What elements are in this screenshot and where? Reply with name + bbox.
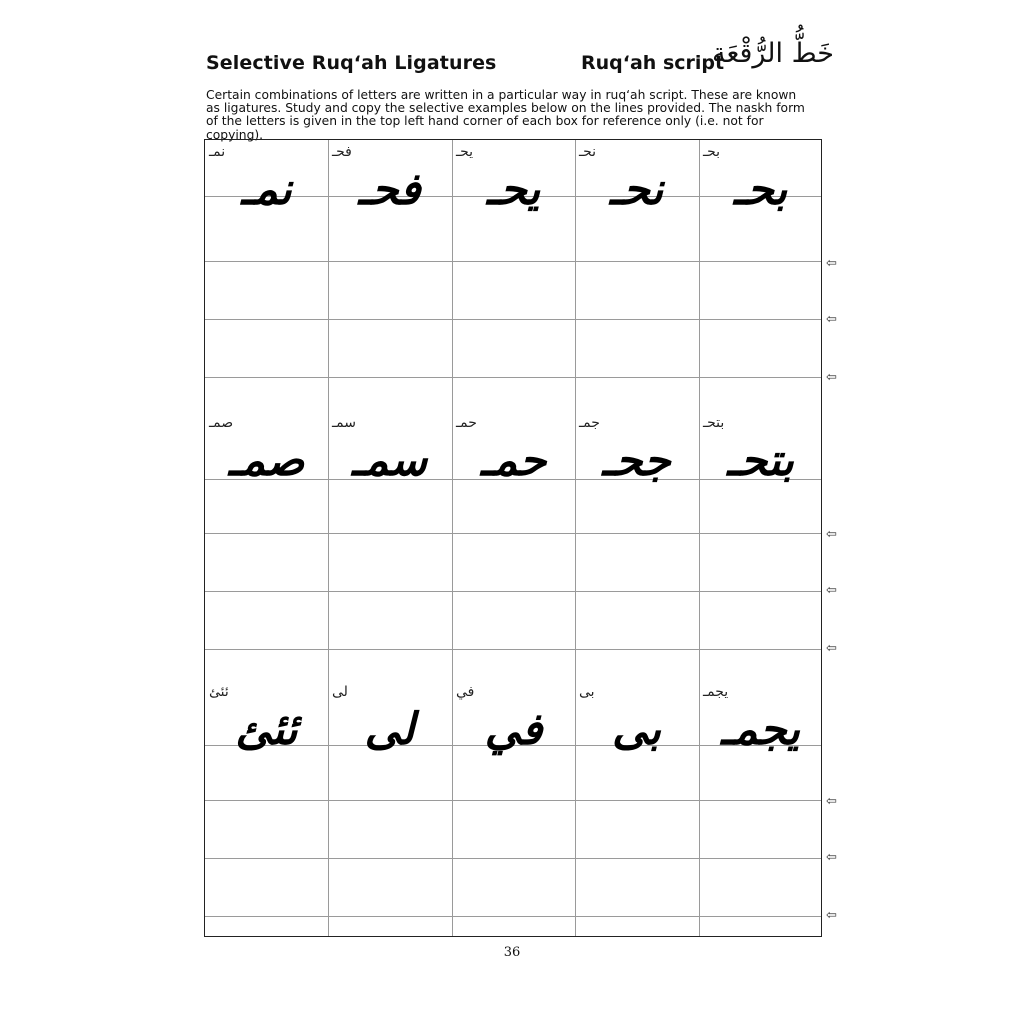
- ligature-box: [699, 411, 822, 521]
- practice-sheet: [204, 139, 822, 937]
- left-arrow-icon: ⇦: [826, 850, 837, 865]
- naskh-reference: فحـ: [332, 144, 352, 160]
- ligature-box: [328, 680, 451, 790]
- naskh-reference: في: [456, 684, 475, 700]
- column-divider: [699, 140, 700, 936]
- left-arrow-icon: ⇦: [826, 370, 837, 385]
- ligature-box: [328, 140, 451, 250]
- naskh-reference: بتحـ: [703, 415, 725, 431]
- ruqah-ligature: يجمـ: [721, 704, 800, 755]
- naskh-reference: سمـ: [332, 415, 356, 431]
- naskh-reference: يجمـ: [703, 684, 729, 700]
- left-arrow-icon: ⇦: [826, 641, 837, 656]
- column-divider: [575, 140, 576, 936]
- ruqah-ligature: سمـ: [351, 435, 428, 486]
- ruqah-ligature: جحـ: [602, 435, 671, 486]
- naskh-reference: صمـ: [209, 415, 234, 431]
- ruqah-ligature: ئئئ: [235, 704, 298, 755]
- ligature-box: [205, 140, 328, 250]
- ruling-line: [205, 591, 821, 592]
- left-arrow-icon: ⇦: [826, 256, 837, 271]
- naskh-reference: حمـ: [456, 415, 477, 431]
- ruling-line: [205, 916, 821, 917]
- left-arrow-icon: ⇦: [826, 312, 837, 327]
- ruling-line: [205, 261, 821, 262]
- page-number: 36: [503, 945, 521, 960]
- ruqah-ligature: بتحـ: [727, 435, 794, 486]
- page-title: Selective Ruq‘ah Ligatures: [206, 52, 497, 74]
- ruqah-ligature: فحـ: [358, 164, 421, 215]
- ruqah-ligature: في: [484, 704, 543, 755]
- ruling-line: [205, 319, 821, 320]
- ruqah-ligature: حمـ: [480, 435, 547, 486]
- ruqah-ligature: نحـ: [609, 164, 664, 215]
- left-arrow-icon: ⇦: [826, 583, 837, 598]
- column-divider: [328, 140, 329, 936]
- ruling-line: [205, 377, 821, 378]
- ligature-box: [328, 411, 451, 521]
- intro-paragraph: Certain combinations of letters are written in a particular way in ruq‘ah script. These are known as ligatures. Study and copy the selective examples below on the lines provided. The naskh form of the letters is given in the top left hand corner of each box for reference only (i.e. not for copying).: [206, 88, 805, 142]
- ruling-line: [205, 533, 821, 534]
- script-title-arabic: خَطُّ الرُّقْعَة: [712, 38, 834, 69]
- left-arrow-icon: ⇦: [826, 908, 837, 923]
- ruling-line: [205, 649, 821, 650]
- naskh-reference: يحـ: [456, 144, 474, 160]
- ligature-box: [699, 140, 822, 250]
- ligature-box: [205, 680, 328, 790]
- naskh-reference: لى: [332, 684, 348, 700]
- ligature-box: [452, 140, 575, 250]
- ruqah-ligature: بحـ: [733, 164, 788, 215]
- ruqah-ligature: بى: [612, 704, 661, 755]
- ligature-box: [575, 411, 698, 521]
- naskh-reference: نحـ: [579, 144, 597, 160]
- naskh-reference: بى: [579, 684, 595, 700]
- ligature-box: [452, 680, 575, 790]
- left-arrow-icon: ⇦: [826, 794, 837, 809]
- ligature-box: [575, 140, 698, 250]
- ruling-line: [205, 858, 821, 859]
- ligature-box: [452, 411, 575, 521]
- ligature-box: [205, 411, 328, 521]
- naskh-reference: ئئئ: [209, 684, 229, 700]
- naskh-reference: جمـ: [579, 415, 600, 431]
- ruqah-ligature: صمـ: [228, 435, 305, 486]
- naskh-reference: بحـ: [703, 144, 721, 160]
- column-divider: [452, 140, 453, 936]
- ligature-box: [575, 680, 698, 790]
- script-title: Ruq‘ah script: [581, 52, 725, 74]
- naskh-reference: نمـ: [209, 144, 226, 160]
- ruqah-ligature: يحـ: [486, 164, 541, 215]
- ruling-line: [205, 800, 821, 801]
- ruqah-ligature: نمـ: [241, 164, 292, 215]
- left-arrow-icon: ⇦: [826, 527, 837, 542]
- ruqah-ligature: لى: [364, 704, 415, 755]
- ligature-box: [699, 680, 822, 790]
